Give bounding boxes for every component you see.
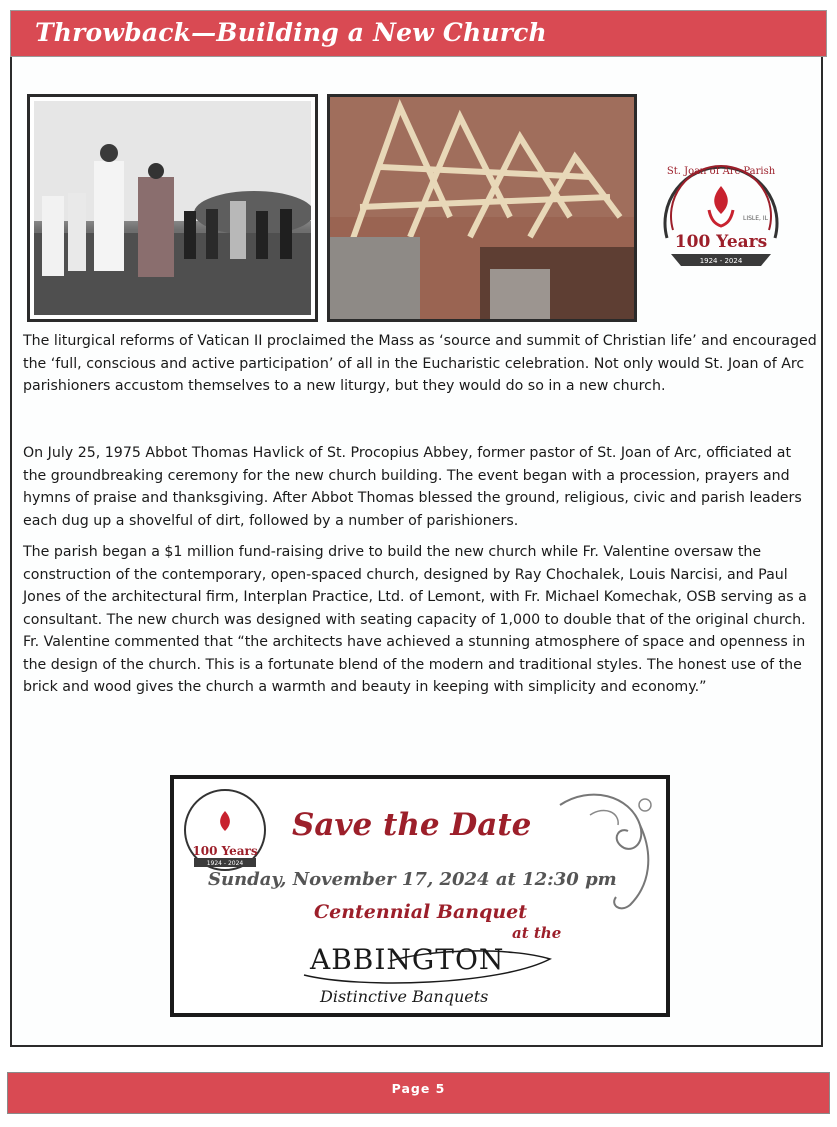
banner-logo bbox=[180, 785, 270, 875]
groundbreaking-photo bbox=[27, 94, 318, 322]
page-number: Page 5 bbox=[391, 1081, 446, 1096]
footer-bar bbox=[7, 1072, 830, 1114]
venue-tagline: Distinctive Banquets bbox=[320, 987, 489, 1006]
construction-photo bbox=[327, 94, 637, 322]
save-the-date-title: Save the Date bbox=[292, 807, 532, 843]
article-paragraph-1: The liturgical reforms of Vatican II proclaimed the Mass as ‘source and summit of Christian life’ and encouraged the ‘full, conscious and active participation’ of all in the Eucharistic celebration. Not only would St. Joan of Arc parishioners accustom themselves to a new liturgy, but they would do so in a new church. bbox=[23, 333, 817, 394]
svg-text:1924 - 2024: 1924 - 2024 bbox=[206, 860, 244, 867]
event-name: Centennial Banquet bbox=[314, 901, 528, 923]
scroll-ornament-icon bbox=[550, 785, 660, 915]
event-date: Sunday, November 17, 2024 at 12:30 pm bbox=[208, 869, 617, 890]
svg-text:100 Years: 100 Years bbox=[192, 844, 258, 858]
svg-text:St. Joan of Arc Parish: St. Joan of Arc Parish bbox=[666, 166, 776, 177]
groundbreaking-photo-illustration bbox=[34, 101, 311, 315]
article-paragraph-2: On July 25, 1975 Abbot Thomas Havlick of St. Procopius Abbey, former pastor of St. Joan of Arc, officiated at the groundbreaking ceremony for the new church building. The event began with a procession, prayers and hymns of praise and thanksgiving. After Abbot Thomas blessed the ground, religious, civic and parish leaders each dug up a shovelful of dirt, followed by a number of parishioners. bbox=[23, 445, 802, 529]
venue-swash-icon bbox=[300, 939, 560, 985]
article-paragraph-3: The parish began a $1 million fund-raising drive to build the new church while Fr. Valentine oversaw the construction of the contemporary, open-spaced church, designed by Ray Chochalek, Louis Narcisi, and Paul Jones of the architectural firm, Interplan Practice, Ltd. of Lemont, with Fr. Michael Komechak, OSB serving as a consultant. The new church was designed with seating capacity of 1,000 to double that of the original church. Fr. Valentine commented that “the architects have achieved a stunning atmosphere of space and openness in the design of the church. This is a fortunate blend of the modern and traditional styles. The honest use of the brick and wood gives the church a warmth and beauty in keeping with simplicity and economy.” bbox=[23, 544, 807, 695]
venue-logo: ABBINGTON bbox=[310, 943, 505, 976]
svg-text:1924 - 2024: 1924 - 2024 bbox=[699, 257, 743, 265]
event-at-label: at the bbox=[512, 924, 562, 942]
title-bar bbox=[10, 10, 827, 57]
page-title: Throwback—Building a New Church bbox=[35, 18, 547, 47]
construction-photo-illustration bbox=[330, 97, 634, 319]
svg-text:LISLE, IL: LISLE, IL bbox=[743, 215, 768, 222]
save-the-date-banner bbox=[170, 775, 670, 1017]
parish-100-years-logo bbox=[651, 140, 791, 279]
svg-text:100 Years: 100 Years bbox=[674, 232, 768, 252]
